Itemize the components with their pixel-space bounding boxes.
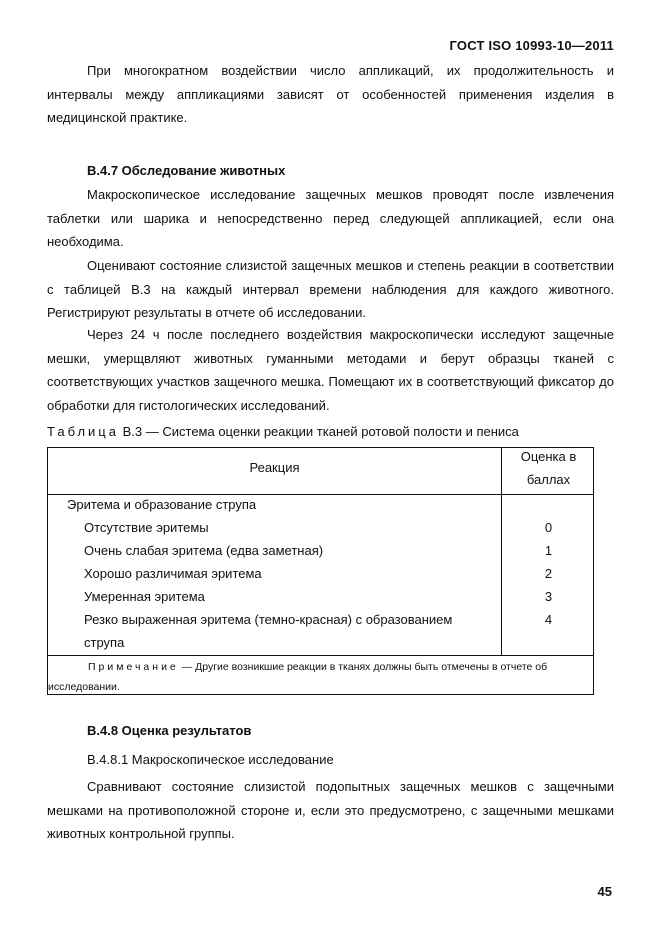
table-caption-text: Система оценки реакции тканей ротовой полости и пениса — [162, 424, 519, 439]
column-header-score-line1: Оценка в — [520, 449, 577, 464]
table-note-text-continued: исследовании. — [48, 681, 120, 693]
table-row-reaction: Резко выраженная эритема (темно-красная) с образованием — [84, 612, 453, 627]
column-header-reaction: Реакция — [249, 460, 300, 475]
section-b481-subtitle: В.4.8.1 Макроскопическое исследование — [87, 752, 334, 767]
table-caption-number: В.3 — — [122, 424, 159, 439]
page-number: 45 — [597, 884, 612, 899]
column-header-score-line2: баллах — [526, 472, 571, 487]
table-note-divider — [48, 655, 593, 656]
table-row-reaction: Умеренная эритема — [84, 589, 205, 604]
table-row-score: 1 — [544, 543, 553, 558]
table-caption-label: Таблица — [47, 424, 119, 439]
table-header-divider — [48, 494, 593, 495]
table-note-label: Примечание — [88, 661, 179, 673]
table-row-reaction: Отсутствие эритемы — [84, 520, 209, 535]
table-note — [48, 657, 593, 697]
b48-paragraph: Сравнивают состояние слизистой подопытных защечных мешков с защечными мешками на противоположной стороне и, если это предусмотрено, с защечными мешками животных контрольной группы. — [47, 779, 614, 841]
table-row-reaction: Очень слабая эритема (едва заметная) — [84, 543, 324, 558]
table-caption — [47, 424, 519, 439]
reaction-score-table — [47, 447, 594, 695]
table-row-score: 4 — [544, 612, 553, 627]
table-row-score: 2 — [544, 566, 553, 581]
table-row-reaction-continued: струпа — [84, 635, 125, 650]
section-b48-title: В.4.8 Оценка результатов — [87, 723, 252, 738]
table-row-score: 0 — [544, 520, 553, 535]
b47-paragraph-3: Через 24 ч после последнего воздействия макроскопически исследуют защечные мешки, умерщвляют животных гуманными методами и берут образцы тканей с соответствующих участков защечного мешка. Помещают их в соответствующий фиксатор до обработки для гистологических исследований. — [47, 327, 614, 413]
b47-paragraph-2: Оценивают состояние слизистой защечных мешков и степень реакции в соответствии с таблицей В.3 на каждый интервал времени наблюдения для каждого животного. Регистрируют результаты в отчете об исследовании. — [47, 258, 614, 320]
b47-paragraph-1: Макроскопическое исследование защечных мешков проводят после извлечения таблетки или шарика и непосредственно перед следующей аппликацией, если она необходима. — [47, 187, 614, 249]
table-row-score: 3 — [544, 589, 553, 604]
table-row-reaction: Хорошо различимая эритема — [84, 566, 262, 581]
intro-paragraph: При многократном воздействии число аппликаций, их продолжительность и интервалы между аппликациями зависят от особенностей применения изделия в медицинской практике. — [47, 63, 614, 125]
section-b47-title: В.4.7 Обследование животных — [87, 163, 286, 178]
document-header: ГОСТ ISO 10993-10—2011 — [449, 38, 614, 53]
table-note-text: — Другие возникшие реакции в тканях должны быть отмечены в отчете об — [181, 661, 548, 673]
table-group-row: Эритема и образование струпа — [67, 497, 257, 512]
